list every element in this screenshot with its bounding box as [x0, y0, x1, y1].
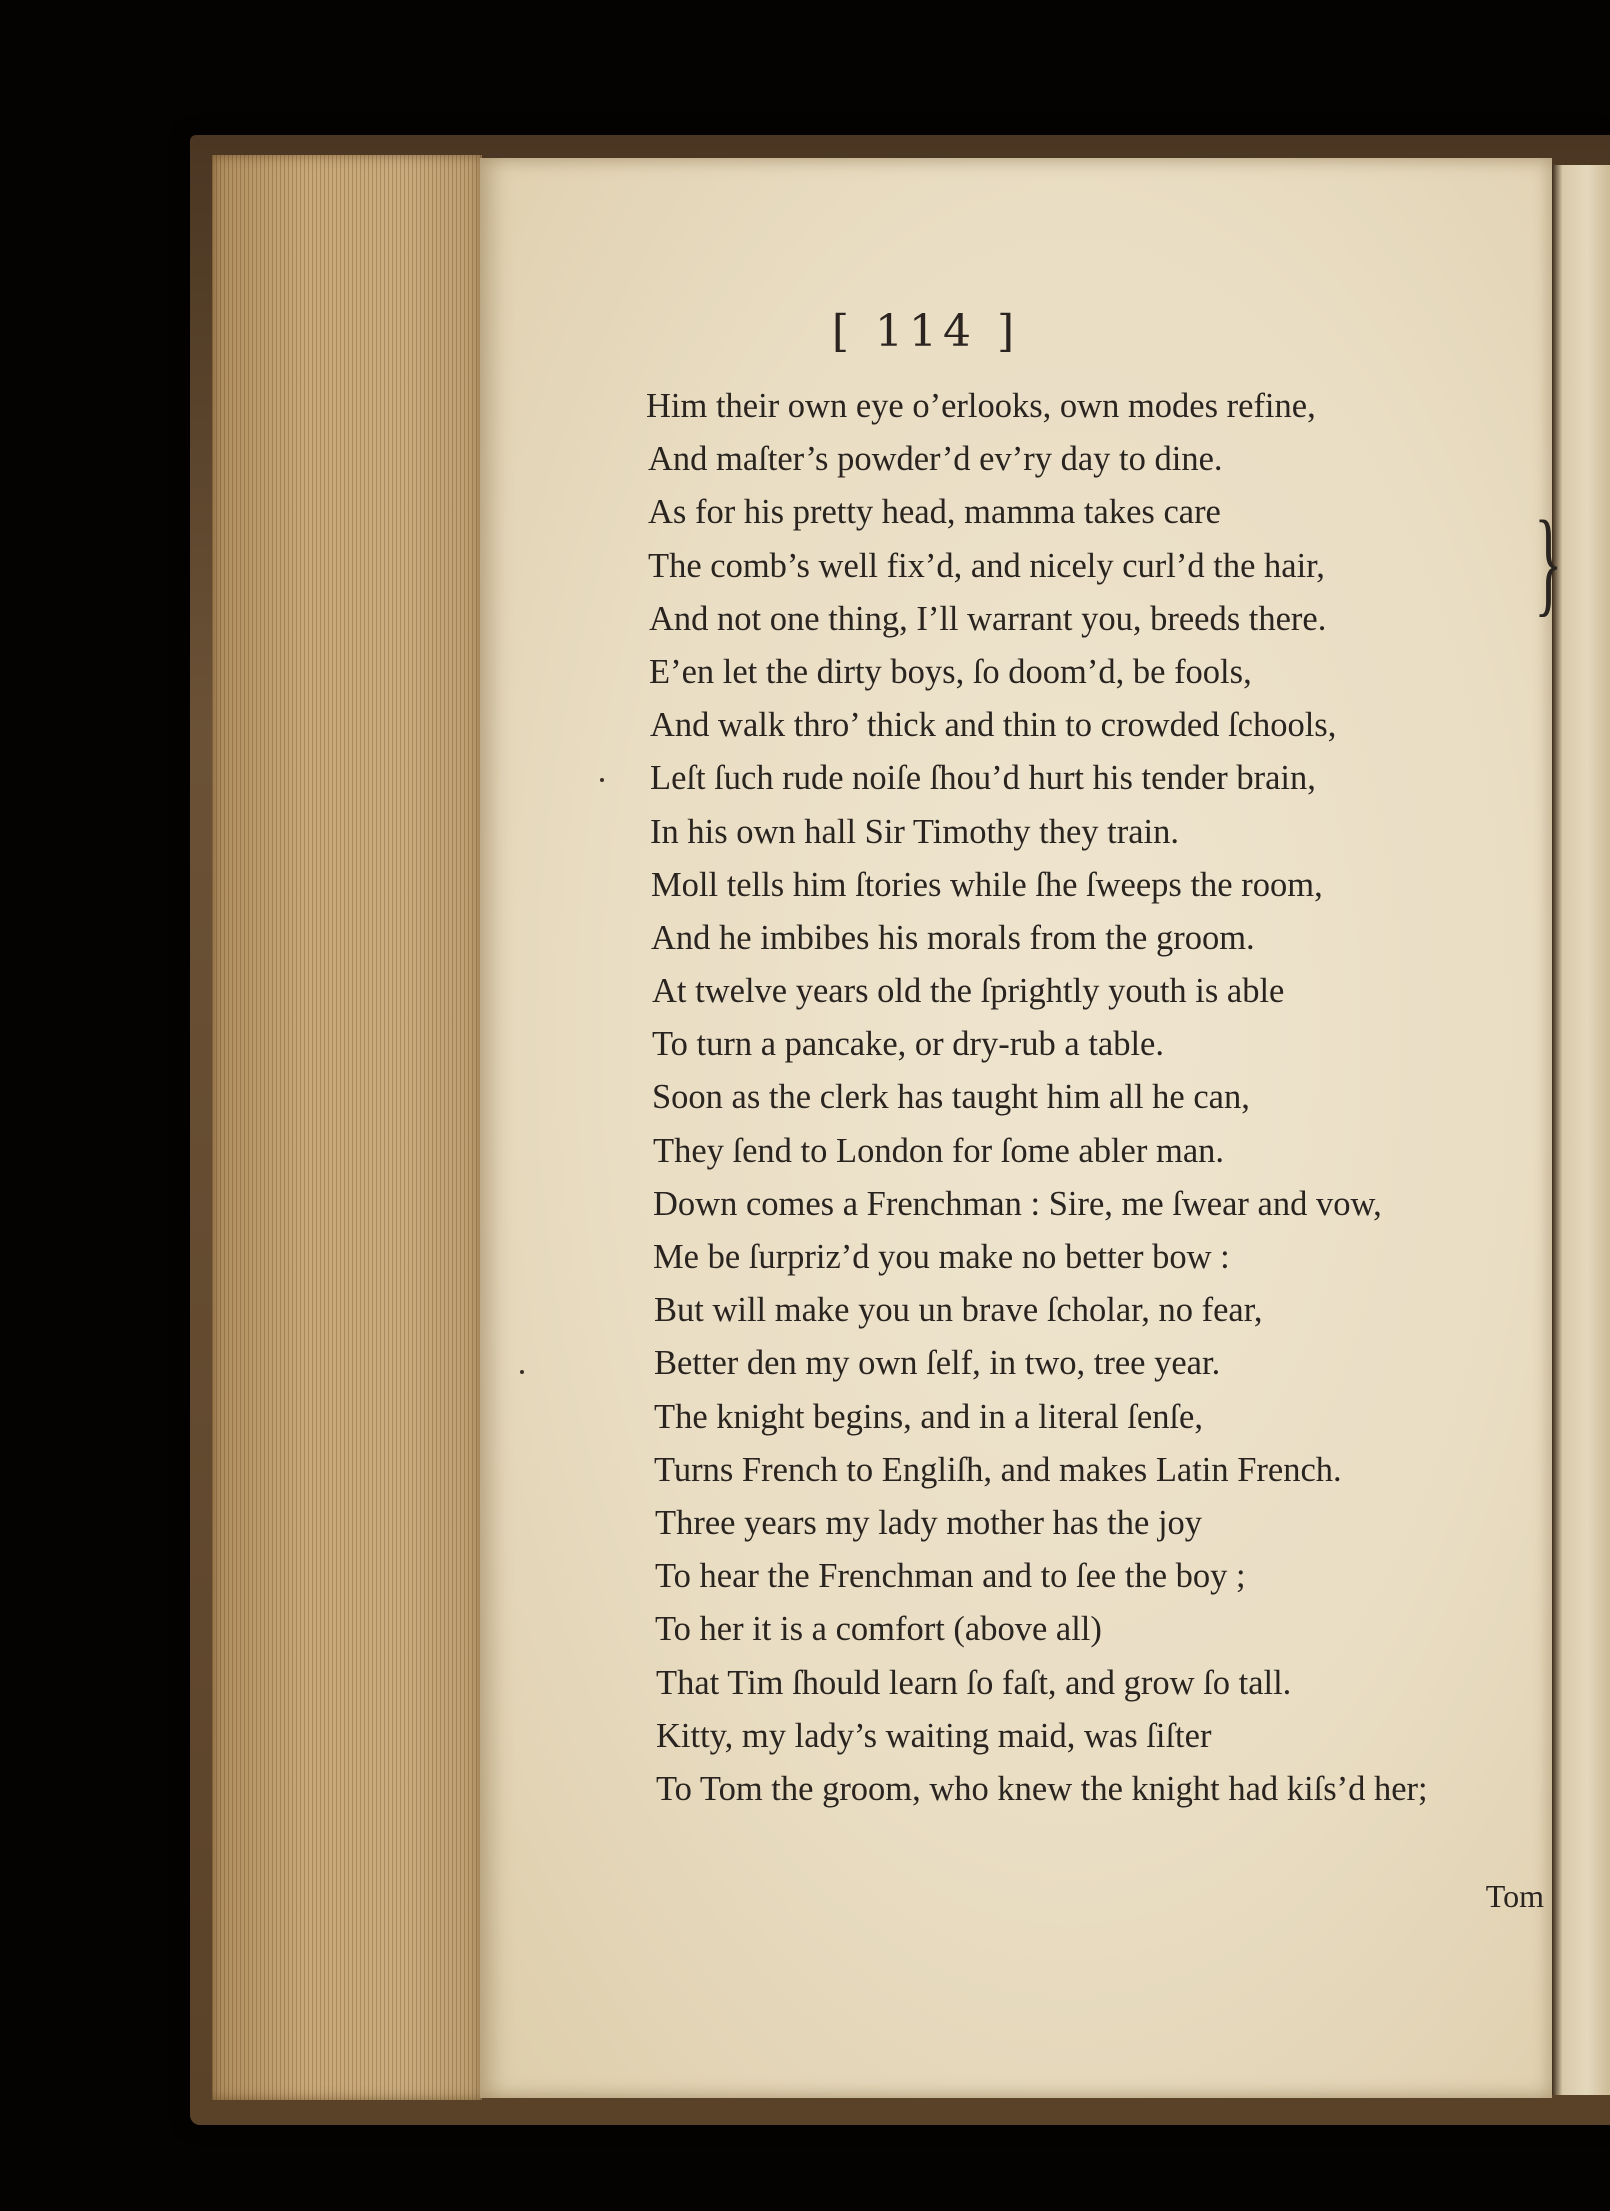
poem-line: In his own hall Sir Timothy they train.: [650, 812, 1180, 851]
poem-line: And maſter’s powder’d ev’ry day to dine.: [648, 440, 1223, 479]
page-number: [ 114 ]: [831, 306, 1021, 357]
poem-line: They ſend to London for ſome abler man.: [653, 1131, 1225, 1170]
poem-line: As for his pretty head, mamma takes care: [648, 493, 1221, 532]
page-speck: [600, 778, 604, 782]
poem-line: And he imbibes his morals from the groom.: [651, 918, 1255, 957]
poem-line: To her it is a comfort (above all): [655, 1610, 1102, 1649]
poem-text: [646, 380, 1546, 1816]
poem-line: Turns French to Engliſh, and makes Latin French.: [654, 1450, 1342, 1489]
poem-line: Him their own eye o’erlooks, own modes refine,: [646, 387, 1316, 425]
poem-line: Kitty, my lady’s waiting maid, was ſiſter: [656, 1716, 1212, 1755]
poem-line: To Tom the groom, who knew the knight had kiſs’d her;: [656, 1769, 1428, 1808]
poem-line: But will make you un brave ſcholar, no fear,: [654, 1291, 1263, 1330]
page-edges: [212, 155, 482, 2100]
poem-line: Moll tells him ſtories while ſhe ſweeps the room,: [651, 865, 1323, 904]
poem-line: Soon as the clerk has taught him all he can,: [652, 1078, 1250, 1117]
poem-line: To hear the Frenchman and to ſee the boy ;: [655, 1557, 1246, 1596]
triplet-brace: }: [1534, 496, 1563, 627]
poem-line: Three years my lady mother has the joy: [655, 1503, 1203, 1542]
poem-line: The knight begins, and in a literal ſenſe,: [654, 1397, 1203, 1436]
poem-line: E’en let the dirty boys, ſo doom’d, be fools,: [649, 652, 1252, 691]
book-page: [480, 158, 1563, 2098]
poem-line: At twelve years old the ſprightly youth is able: [652, 972, 1285, 1011]
facing-page-edge: [1552, 165, 1610, 2095]
poem-line: And walk thro’ thick and thin to crowded ſchools,: [650, 706, 1337, 745]
poem-line: Down comes a Frenchman : Sire, me ſwear and vow,: [653, 1184, 1382, 1223]
poem-line: To turn a pancake, or dry-rub a table.: [652, 1025, 1164, 1064]
poem-line: Me be ſurpriz’d you make no better bow :: [653, 1238, 1230, 1276]
poem-line: Leſt ſuch rude noiſe ſhou’d hurt his tender brain,: [650, 759, 1316, 798]
poem-line: And not one thing, I’ll warrant you, breeds there.: [649, 599, 1327, 638]
poem-line: That Tim ſhould learn ſo faſt, and grow ſo tall.: [656, 1663, 1292, 1702]
poem-line: Better den my own ſelf, in two, tree year.: [654, 1344, 1221, 1383]
page-speck: [520, 1370, 524, 1374]
catchword: Tom: [1485, 1878, 1544, 1914]
poem-line: The comb’s well fix’d, and nicely curl’d the hair,: [648, 546, 1325, 585]
